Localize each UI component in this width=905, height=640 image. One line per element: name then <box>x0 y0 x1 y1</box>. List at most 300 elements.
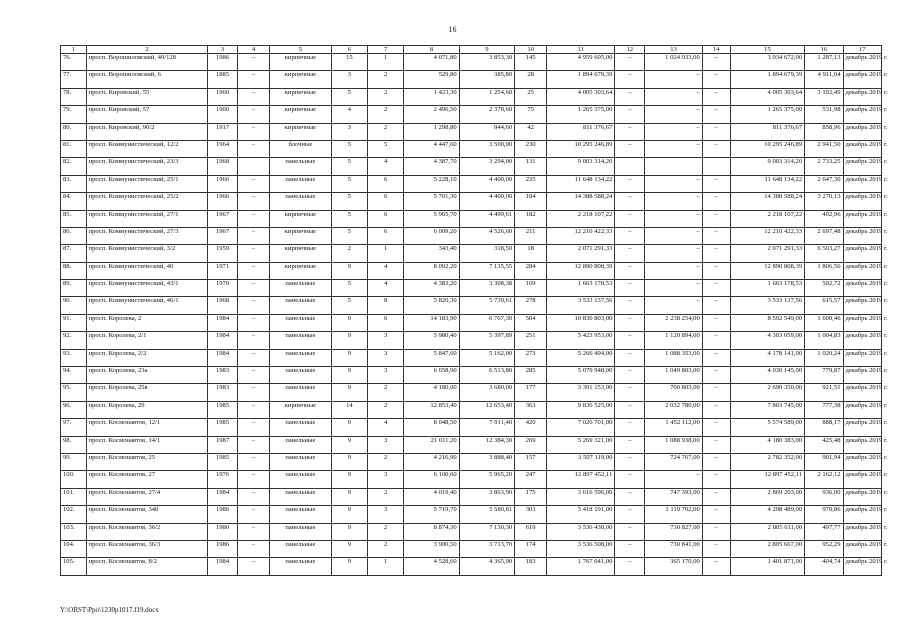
deadline-cell: декабрь 2019 г. <box>843 88 882 105</box>
unit-cost-cell: 1 020,24 <box>805 349 843 366</box>
table-row <box>61 245 882 262</box>
wear-cell: – <box>237 488 269 505</box>
fund-cost-cell: – <box>615 523 645 540</box>
wall-material-cell: кирпичные <box>269 227 331 244</box>
row-number-cell: 77. <box>61 71 87 88</box>
total-cost-cell: 5 266 494,00 <box>547 349 615 366</box>
build-year-cell: 1976 <box>208 471 238 488</box>
owners-cost-cell: – <box>702 140 730 157</box>
entrances-cell: 6 <box>368 314 404 331</box>
entrances-cell: 5 <box>368 140 404 157</box>
address-cell: просп. Королева, 25в <box>86 384 208 401</box>
wear-cell: – <box>237 106 269 123</box>
owner-funds-cell: 11 648 134,22 <box>730 175 805 192</box>
residents-cell: 285 <box>515 367 547 384</box>
row-number-cell: 101. <box>61 488 87 505</box>
floors-cell: 9 <box>331 523 367 540</box>
budget-cost-cell: 2 238 254,00 <box>645 314 703 331</box>
row-number-cell: 78. <box>61 88 87 105</box>
wear-cell: – <box>237 367 269 384</box>
unit-cost-cell: 4 911,04 <box>805 71 843 88</box>
build-year-cell: 1984 <box>208 332 238 349</box>
build-year-cell: 1985 <box>208 419 238 436</box>
budget-cost-cell: – <box>645 280 703 297</box>
table-body <box>61 46 888 576</box>
residents-cell: 131 <box>515 158 547 175</box>
owners-cost-cell: – <box>702 280 730 297</box>
table-row <box>61 488 882 505</box>
owners-cost-cell: – <box>702 558 730 575</box>
wall-material-cell: панельные <box>269 540 331 557</box>
total-cost-cell: 5 423 953,00 <box>547 332 615 349</box>
build-year-cell: 1985 <box>208 401 238 418</box>
table-row <box>61 471 882 488</box>
budget-cost-cell: – <box>645 210 703 227</box>
wall-material-cell: кирпичные <box>269 245 331 262</box>
owner-funds-cell: 2 071 291,33 <box>730 245 805 262</box>
unit-cost-cell: 3 192,49 <box>805 88 843 105</box>
living-area-cell: 944,60 <box>459 123 514 140</box>
living-area-cell: 2 378,60 <box>459 106 514 123</box>
wear-cell: – <box>237 210 269 227</box>
wear-cell: – <box>237 262 269 279</box>
residents-cell: 278 <box>515 297 547 314</box>
total-cost-cell: 811 376,67 <box>547 123 615 140</box>
fund-cost-cell: – <box>615 227 645 244</box>
living-area-cell: 318,50 <box>459 245 514 262</box>
budget-cost-cell: 1 088 938,00 <box>645 436 703 453</box>
total-area-cell: 8 874,30 <box>404 523 459 540</box>
total-area-cell: 5 701,30 <box>404 193 459 210</box>
unit-cost-cell: 404,74 <box>805 558 843 575</box>
address-cell: просп. Космонавтов, 25 <box>86 453 208 470</box>
owners-cost-cell: – <box>702 227 730 244</box>
living-area-cell: 3 713,70 <box>459 540 514 557</box>
deadline-cell: декабрь 2019 г. <box>843 558 882 575</box>
entrances-cell: 3 <box>368 332 404 349</box>
residents-cell: 504 <box>515 314 547 331</box>
living-area-cell: 3 853,30 <box>459 54 514 71</box>
entrances-cell: 6 <box>368 210 404 227</box>
deadline-cell: декабрь 2019 г. <box>843 193 882 210</box>
wear-cell: – <box>237 314 269 331</box>
fund-cost-cell: – <box>615 506 645 523</box>
budget-cost-cell: – <box>645 471 703 488</box>
address-cell: просп. Космонавтов, 27 <box>86 471 208 488</box>
unit-cost-cell: 921,51 <box>805 384 843 401</box>
entrances-cell: 2 <box>368 88 404 105</box>
owner-funds-cell: 14 388 588,24 <box>730 193 805 210</box>
budget-cost-cell: – <box>645 245 703 262</box>
fund-cost-cell: – <box>615 210 645 227</box>
total-area-cell: 5 965,70 <box>404 210 459 227</box>
table-row <box>61 193 882 210</box>
row-number-cell: 100. <box>61 471 87 488</box>
wall-material-cell: панельные <box>269 488 331 505</box>
address-cell: просп. Космонавтов, 36/3 <box>86 540 208 557</box>
fund-cost-cell: – <box>615 175 645 192</box>
build-year-cell: 1984 <box>208 349 238 366</box>
unit-cost-cell: 1 600,46 <box>805 314 843 331</box>
deadline-cell: декабрь 2019 г. <box>843 297 882 314</box>
entrances-cell: 2 <box>368 384 404 401</box>
entrances-cell: 2 <box>368 523 404 540</box>
table-row <box>61 506 882 523</box>
address-cell: просп. Кировский, 90/2 <box>86 123 208 140</box>
deadline-cell: декабрь 2019 г. <box>843 227 882 244</box>
unit-cost-cell: 888,17 <box>805 419 843 436</box>
floors-cell: 9 <box>331 506 367 523</box>
deadline-cell: декабрь 2019 г. <box>843 419 882 436</box>
total-cost-cell: 1 767 041,00 <box>547 558 615 575</box>
build-year-cell: 1985 <box>208 453 238 470</box>
build-year-cell: 1900 <box>208 106 238 123</box>
fund-cost-cell: – <box>615 384 645 401</box>
unit-cost-cell: 779,87 <box>805 367 843 384</box>
budget-cost-cell: – <box>645 88 703 105</box>
owner-funds-cell: 8 592 549,00 <box>730 314 805 331</box>
wear-cell: – <box>237 227 269 244</box>
wear-cell: – <box>237 401 269 418</box>
unit-cost-cell: 2 733,25 <box>805 158 843 175</box>
owner-funds-cell: 811 376,67 <box>730 123 805 140</box>
total-cost-cell: 4 959 605,00 <box>547 54 615 71</box>
wall-material-cell: кирпичные <box>269 54 331 71</box>
total-cost-cell: 3 533 137,56 <box>547 297 615 314</box>
total-area-cell: 4 071,80 <box>404 54 459 71</box>
total-cost-cell: 3 391 153,00 <box>547 384 615 401</box>
build-year-cell: 1986 <box>208 54 238 71</box>
total-cost-cell: 9 003 314,20 <box>547 158 615 175</box>
owners-cost-cell: – <box>702 210 730 227</box>
owner-funds-cell: 3 934 672,00 <box>730 54 805 71</box>
budget-cost-cell: 724 767,00 <box>645 453 703 470</box>
floors-cell: 5 <box>331 297 367 314</box>
deadline-cell: декабрь 2019 г. <box>843 367 882 384</box>
row-number-cell: 92. <box>61 332 87 349</box>
deadline-cell: декабрь 2019 г. <box>843 175 882 192</box>
table-row <box>61 262 882 279</box>
fund-cost-cell: – <box>615 193 645 210</box>
owners-cost-cell: – <box>702 367 730 384</box>
deadline-cell: декабрь 2019 г. <box>843 158 882 175</box>
wall-material-cell: кирпичные <box>269 71 331 88</box>
fund-cost-cell: – <box>615 401 645 418</box>
wall-material-cell: кирпичные <box>269 106 331 123</box>
deadline-cell: декабрь 2019 г. <box>843 506 882 523</box>
unit-cost-cell: 531,98 <box>805 106 843 123</box>
owners-cost-cell: – <box>702 297 730 314</box>
owner-funds-cell: 1 265 375,00 <box>730 106 805 123</box>
owners-cost-cell: – <box>702 401 730 418</box>
table-row <box>61 123 882 140</box>
unit-cost-cell: 2 647,30 <box>805 175 843 192</box>
row-number-cell: 87. <box>61 245 87 262</box>
wall-material-cell: панельные <box>269 367 331 384</box>
total-cost-cell: 2 218 107,22 <box>547 210 615 227</box>
address-cell: просп. Коммунистический, 46/1 <box>86 297 208 314</box>
fund-cost-cell: – <box>615 453 645 470</box>
deadline-cell: декабрь 2019 г. <box>843 401 882 418</box>
wear-cell: – <box>237 506 269 523</box>
row-number-cell: 103. <box>61 523 87 540</box>
wear-cell: – <box>237 280 269 297</box>
owners-cost-cell: – <box>702 245 730 262</box>
owner-funds-cell: 4 298 489,00 <box>730 506 805 523</box>
budget-cost-cell: – <box>645 262 703 279</box>
residents-cell: 211 <box>515 227 547 244</box>
address-cell: просп. Коммунистический, 25/2 <box>86 193 208 210</box>
row-number-cell: 85. <box>61 210 87 227</box>
row-number-cell: 84. <box>61 193 87 210</box>
total-area-cell: 5 719,70 <box>404 506 459 523</box>
living-area-cell: 5 162,00 <box>459 349 514 366</box>
owners-cost-cell: – <box>702 453 730 470</box>
fund-cost-cell: – <box>615 280 645 297</box>
wall-material-cell: панельные <box>269 314 331 331</box>
wall-material-cell: панельные <box>269 558 331 575</box>
unit-cost-cell: 497,77 <box>805 523 843 540</box>
residents-cell: 28 <box>515 71 547 88</box>
floors-cell: 5 <box>331 280 367 297</box>
table-row <box>61 384 882 401</box>
living-area-cell: 12 384,30 <box>459 436 514 453</box>
owner-funds-cell: 7 803 745,00 <box>730 401 805 418</box>
row-number-cell: 90. <box>61 297 87 314</box>
floors-cell: 5 <box>331 175 367 192</box>
budget-cost-cell: 1 452 112,00 <box>645 419 703 436</box>
floors-cell: 5 <box>331 210 367 227</box>
total-area-cell: 4 383,20 <box>404 280 459 297</box>
build-year-cell: 1966 <box>208 175 238 192</box>
address-cell: просп. Космонавтов, 12/1 <box>86 419 208 436</box>
living-area-cell: 4 365,90 <box>459 558 514 575</box>
residents-cell: 157 <box>515 453 547 470</box>
address-cell: просп. Коммунистический, 40 <box>86 262 208 279</box>
row-number-cell: 81. <box>61 140 87 157</box>
wall-material-cell: кирпичные <box>269 123 331 140</box>
entrances-cell: 2 <box>368 453 404 470</box>
total-cost-cell: 5 079 948,00 <box>547 367 615 384</box>
wall-material-cell: панельные <box>269 436 331 453</box>
budget-cost-cell: 365 170,00 <box>645 558 703 575</box>
build-year-cell: 1968 <box>208 158 238 175</box>
total-cost-cell: 2 071 291,33 <box>547 245 615 262</box>
total-cost-cell: 7 026 701,00 <box>547 419 615 436</box>
address-cell: просп. Ворошиловский, 6 <box>86 71 208 88</box>
residents-cell: 303 <box>515 506 547 523</box>
budget-cost-cell: – <box>645 175 703 192</box>
floors-cell: 9 <box>331 384 367 401</box>
build-year-cell: 1984 <box>208 314 238 331</box>
wear-cell: – <box>237 453 269 470</box>
address-cell: просп. Королева, 29 <box>86 401 208 418</box>
deadline-cell: декабрь 2019 г. <box>843 106 882 123</box>
total-area-cell: 1 298,80 <box>404 123 459 140</box>
entrances-cell: 6 <box>368 193 404 210</box>
entrances-cell: 2 <box>368 106 404 123</box>
total-cost-cell: 1 894 679,39 <box>547 71 615 88</box>
residents-cell: 183 <box>515 558 547 575</box>
total-cost-cell: 12 210 422,33 <box>547 227 615 244</box>
row-number-cell: 99. <box>61 453 87 470</box>
housing-table <box>60 45 888 576</box>
budget-cost-cell: 1 049 803,00 <box>645 367 703 384</box>
build-year-cell: 1959 <box>208 245 238 262</box>
entrances-cell: 3 <box>368 349 404 366</box>
address-cell: просп. Коммунистический, 27/1 <box>86 210 208 227</box>
column-number-cell: 13 <box>645 46 703 54</box>
fund-cost-cell: – <box>615 245 645 262</box>
build-year-cell: 1885 <box>208 71 238 88</box>
floors-cell: 5 <box>331 193 367 210</box>
total-area-cell: 4 216,90 <box>404 453 459 470</box>
residents-cell: 18 <box>515 245 547 262</box>
fund-cost-cell: – <box>615 123 645 140</box>
living-area-cell: 3 500,00 <box>459 140 514 157</box>
unit-cost-cell: 502,72 <box>805 280 843 297</box>
owner-funds-cell: 12 890 808,39 <box>730 262 805 279</box>
wall-material-cell: кирпичные <box>269 88 331 105</box>
column-number-cell: 11 <box>547 46 615 54</box>
unit-cost-cell: 492,96 <box>805 210 843 227</box>
budget-cost-cell: 700 803,00 <box>645 384 703 401</box>
unit-cost-cell: 1 806,56 <box>805 262 843 279</box>
total-area-cell: 5 980,40 <box>404 332 459 349</box>
living-area-cell: 1 254,60 <box>459 88 514 105</box>
build-year-cell: 1984 <box>208 488 238 505</box>
wear-cell: – <box>237 540 269 557</box>
wall-material-cell: панельные <box>269 349 331 366</box>
owners-cost-cell: – <box>702 106 730 123</box>
row-number-cell: 80. <box>61 123 87 140</box>
fund-cost-cell: – <box>615 71 645 88</box>
unit-cost-cell: 6 503,27 <box>805 245 843 262</box>
entrances-cell: 2 <box>368 488 404 505</box>
page-number: 16 <box>448 25 457 34</box>
residents-cell: 184 <box>515 193 547 210</box>
residents-cell: 145 <box>515 54 547 71</box>
total-area-cell: 5 228,10 <box>404 175 459 192</box>
total-cost-cell: 12 897 452,11 <box>547 471 615 488</box>
owner-funds-cell: 4 178 141,00 <box>730 349 805 366</box>
unit-cost-cell: 777,38 <box>805 401 843 418</box>
column-number-row <box>61 46 882 54</box>
wear-cell: – <box>237 123 269 140</box>
budget-cost-cell: – <box>645 193 703 210</box>
column-number-cell: 8 <box>404 46 459 54</box>
total-area-cell: 8 092,20 <box>404 262 459 279</box>
budget-cost-cell: 747 393,00 <box>645 488 703 505</box>
budget-cost-cell: 1 088 353,00 <box>645 349 703 366</box>
wall-material-cell: панельные <box>269 297 331 314</box>
table-row <box>61 401 882 418</box>
living-area-cell: 3 308,38 <box>459 280 514 297</box>
residents-cell: 420 <box>515 419 547 436</box>
owner-funds-cell: 5 574 589,00 <box>730 419 805 436</box>
owner-funds-cell: 4 005 303,64 <box>730 88 805 105</box>
row-number-cell: 104. <box>61 540 87 557</box>
wear-cell: – <box>237 419 269 436</box>
living-area-cell: 12 653,40 <box>459 401 514 418</box>
residents-cell: 169 <box>515 280 547 297</box>
owners-cost-cell: – <box>702 88 730 105</box>
column-number-cell: 12 <box>615 46 645 54</box>
floors-cell: 9 <box>331 332 367 349</box>
residents-cell: 619 <box>515 523 547 540</box>
deadline-cell: декабрь 2019 г. <box>843 488 882 505</box>
entrances-cell: 1 <box>368 558 404 575</box>
row-number-cell: 88. <box>61 262 87 279</box>
wall-material-cell: панельные <box>269 280 331 297</box>
address-cell: просп. Королева, 2/1 <box>86 332 208 349</box>
owner-funds-cell: 2 805 611,00 <box>730 523 805 540</box>
deadline-cell: декабрь 2019 г. <box>843 332 882 349</box>
fund-cost-cell: – <box>615 88 645 105</box>
budget-cost-cell: – <box>645 140 703 157</box>
wear-cell: – <box>237 88 269 105</box>
floors-cell: 3 <box>331 123 367 140</box>
fund-cost-cell: – <box>615 349 645 366</box>
floors-cell: 5 <box>331 158 367 175</box>
unit-cost-cell: 425,48 <box>805 436 843 453</box>
fund-cost-cell <box>615 158 645 175</box>
floors-cell: 9 <box>331 488 367 505</box>
build-year-cell: 1987 <box>208 436 238 453</box>
residents-cell: 269 <box>515 436 547 453</box>
owner-funds-cell: 3 533 137,56 <box>730 297 805 314</box>
table-row <box>61 332 882 349</box>
entrances-cell: 2 <box>368 123 404 140</box>
budget-cost-cell: – <box>645 71 703 88</box>
wall-material-cell: панельные <box>269 158 331 175</box>
row-number-cell: 91. <box>61 314 87 331</box>
owner-funds-cell: 1 894 679,39 <box>730 71 805 88</box>
table-row <box>61 419 882 436</box>
wear-cell: – <box>237 349 269 366</box>
wall-material-cell: панельные <box>269 193 331 210</box>
unit-cost-cell: 858,96 <box>805 123 843 140</box>
column-number-cell: 10 <box>515 46 547 54</box>
total-area-cell: 3 900,50 <box>404 540 459 557</box>
owners-cost-cell: – <box>702 506 730 523</box>
column-number-cell: 9 <box>459 46 514 54</box>
total-cost-cell: 14 388 588,24 <box>547 193 615 210</box>
residents-cell: 42 <box>515 123 547 140</box>
table-row <box>61 453 882 470</box>
total-cost-cell: 10 295 246,89 <box>547 140 615 157</box>
deadline-cell: декабрь 2019 г. <box>843 349 882 366</box>
total-cost-cell: 11 648 134,22 <box>547 175 615 192</box>
deadline-cell: декабрь 2019 г. <box>843 210 882 227</box>
build-year-cell: 1967 <box>208 227 238 244</box>
total-cost-cell: 5 269 321,00 <box>547 436 615 453</box>
unit-cost-cell: 2 941,50 <box>805 140 843 157</box>
residents-cell: 177 <box>515 384 547 401</box>
table-row <box>61 227 882 244</box>
budget-cost-cell: 730 841,00 <box>645 540 703 557</box>
wear-cell: – <box>237 175 269 192</box>
entrances-cell: 3 <box>368 436 404 453</box>
total-area-cell: 5 847,60 <box>404 349 459 366</box>
column-number-cell: 15 <box>730 46 805 54</box>
total-area-cell: 8 048,50 <box>404 419 459 436</box>
wall-material-cell: кирпичные <box>269 210 331 227</box>
residents-cell: 247 <box>515 471 547 488</box>
owner-funds-cell: 12 897 452,11 <box>730 471 805 488</box>
wall-material-cell: кирпичные <box>269 262 331 279</box>
wear-cell: – <box>237 558 269 575</box>
